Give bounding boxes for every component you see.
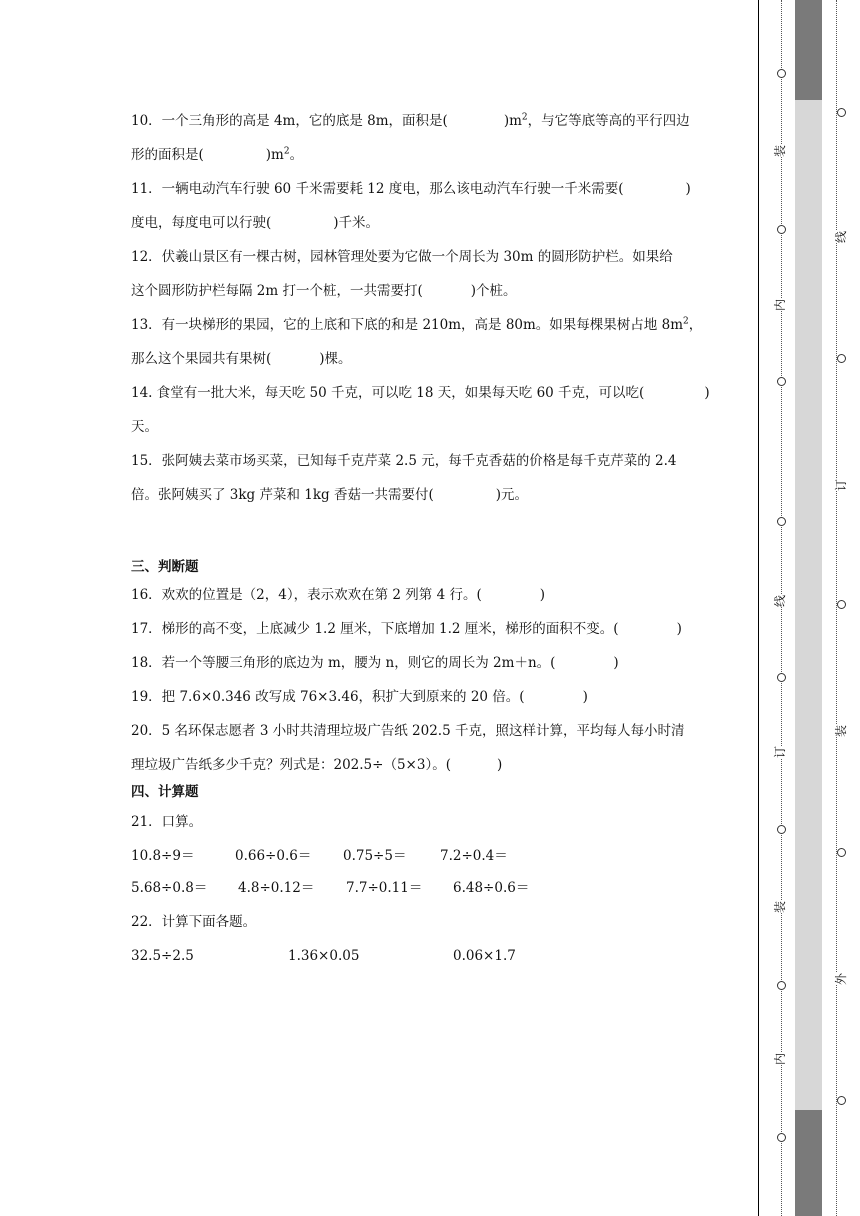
inner-label: 内: [773, 298, 788, 312]
question-13-line2: [131, 349, 352, 369]
binding-bar-dark-top: [795, 0, 822, 100]
section-3-heading: 三、判断题: [131, 559, 199, 575]
q11-text-c: 度电，每度电可以行驶(: [131, 215, 272, 231]
q21-item: 7.7÷0.11＝: [346, 880, 423, 896]
question-16: [131, 585, 545, 605]
question-22-title: 22．计算下面各题。: [131, 914, 257, 930]
q22-item: 0.06×1.7: [453, 948, 516, 964]
inner-label: 装: [773, 900, 788, 914]
q21-item: 4.8÷0.12＝: [238, 880, 315, 896]
outer-label: 外: [834, 972, 849, 986]
question-17: [131, 619, 682, 639]
q15-text-a: 倍。张阿姨买了 3kg 芹菜和 1kg 香菇一共需要付(: [131, 487, 434, 503]
question-20-line2: [131, 755, 502, 775]
q10-sup2: 2: [283, 146, 290, 157]
q10-text-e: )m: [265, 147, 284, 163]
q22-row: [131, 946, 516, 966]
inner-circle-icon: [777, 69, 786, 78]
q12-text-a: 这个圆形防护栏每隔 2m 打一个桩，一共需要打(: [131, 283, 423, 299]
outer-circle-icon: [837, 1096, 846, 1105]
q13-text-a: 13．有一块梯形的果园，它的上底和下底的和是 210m，高是 80m。如果每棵果树占地 8m: [131, 317, 683, 333]
q11-text-a: 11．一辆电动汽车行驶 60 千米需要耗 12 度电，那么该电动汽车行驶一千米需要(: [131, 181, 624, 197]
question-14-line1: [131, 383, 710, 403]
q17-text: 17．梯形的高不变，上底减少 1.2 厘米，下底增加 1.2 厘米，梯形的面积不变。(: [131, 621, 619, 637]
q21-item: 0.75÷5＝: [343, 848, 407, 864]
outer-label: 装: [834, 724, 849, 738]
binding-border-line: [758, 0, 759, 1216]
q21-item: 7.2÷0.4＝: [440, 848, 508, 864]
question-11-line1: [131, 179, 691, 199]
q10-text-f: 。: [289, 147, 304, 163]
outer-circle-icon: [837, 600, 846, 609]
inner-circle-icon: [777, 517, 786, 526]
inner-circle-icon: [777, 225, 786, 234]
question-15-line1: 15．张阿姨去菜市场买菜，已知每千克芹菜 2.5 元，每千克香菇的价格是每千克芹菜的 2.4: [131, 453, 677, 469]
q11-text-b: ): [685, 181, 691, 197]
question-21-title: 21．口算。: [131, 814, 203, 830]
q20-text-a: 理垃圾广告纸多少千克？列式是：202.5÷（5×3）。(: [131, 757, 451, 773]
q10-text-d: 形的面积是(: [131, 147, 204, 163]
inner-circle-icon: [777, 981, 786, 990]
q10-sup: 2: [521, 112, 528, 123]
q21-row-1: [131, 846, 508, 866]
outer-circle-icon: [837, 108, 846, 117]
question-11-line2: [131, 213, 379, 233]
q11-text-d: )千米。: [333, 215, 380, 231]
q14-text-b: ): [704, 385, 710, 401]
q21-item: 5.68÷0.8＝: [131, 880, 208, 896]
q13-text-b: ，: [688, 317, 703, 333]
binding-bar-light: [795, 100, 822, 1110]
q10-text-b: )m: [503, 113, 522, 129]
q21-item: 10.8÷9＝: [131, 848, 195, 864]
inner-circle-icon: [777, 1133, 786, 1142]
q21-item: 6.48÷0.6＝: [453, 880, 530, 896]
outer-circle-icon: [837, 848, 846, 857]
q22-item: 32.5÷2.5: [131, 948, 194, 964]
inner-label: 订: [773, 745, 788, 759]
question-20-line1: 20．5 名环保志愿者 3 小时共清理垃圾广告纸 202.5 千克，照这样计算，平均每人每小时清: [131, 723, 685, 739]
q16-text: 16．欢欢的位置是（2，4），表示欢欢在第 2 列第 4 行。(: [131, 587, 482, 603]
q17-close: ): [676, 621, 682, 637]
q10-text-c: ，与它等底等高的平行四边: [527, 113, 690, 129]
question-10-line1: [131, 111, 690, 131]
question-19: [131, 687, 588, 707]
q12-text-b: )个桩。: [470, 283, 517, 299]
outer-circle-icon: [837, 354, 846, 363]
inner-label: 内: [773, 1052, 788, 1066]
q16-close: ): [539, 587, 545, 603]
inner-label: 装: [773, 144, 788, 158]
q15-text-b: )元。: [495, 487, 529, 503]
q22-item: 1.36×0.05: [288, 948, 360, 964]
q13-sup: 2: [683, 316, 689, 327]
q19-text: 19．把 7.6×0.346 改写成 76×3.46，积扩大到原来的 20 倍。(: [131, 689, 525, 705]
binding-bar-dark-bottom: [795, 1110, 822, 1216]
inner-dotted-line: [781, 0, 783, 1216]
question-10-line2: [131, 145, 303, 165]
q13-text-d: )棵。: [319, 351, 352, 367]
question-12-line2: [131, 281, 517, 301]
q21-item: 0.66÷0.6＝: [235, 848, 312, 864]
outer-label: 订: [834, 478, 849, 492]
inner-label: 线: [773, 594, 788, 608]
question-14-line2: 天。: [131, 419, 158, 435]
q21-row-2: [131, 878, 529, 898]
q19-close: ): [582, 689, 588, 705]
inner-circle-icon: [777, 673, 786, 682]
question-15-line2: [131, 485, 528, 505]
question-12-line1: 12．伏羲山景区有一棵古树，园林管理处要为它做一个周长为 30m 的圆形防护栏。如果给: [131, 249, 673, 265]
q13-text-c: 那么这个果园共有果树(: [131, 351, 272, 367]
q18-text: 18．若一个等腰三角形的底边为 m，腰为 n，则它的周长为 2m＋n。(: [131, 655, 556, 671]
q14-text-a: 14. 食堂有一批大米，每天吃 50 千克，可以吃 18 天，如果每天吃 60 千克，可以吃(: [131, 385, 645, 401]
question-18: [131, 653, 619, 673]
section-4-heading: 四、计算题: [131, 784, 199, 800]
q20-text-b: ): [496, 757, 503, 773]
question-13-line1: [131, 315, 702, 335]
q10-text-a: 10．一个三角形的高是 4m，它的底是 8m，面积是(: [131, 113, 448, 129]
inner-circle-icon: [777, 825, 786, 834]
q18-close: ): [613, 655, 619, 671]
inner-circle-icon: [777, 377, 786, 386]
outer-label: 线: [834, 230, 849, 244]
